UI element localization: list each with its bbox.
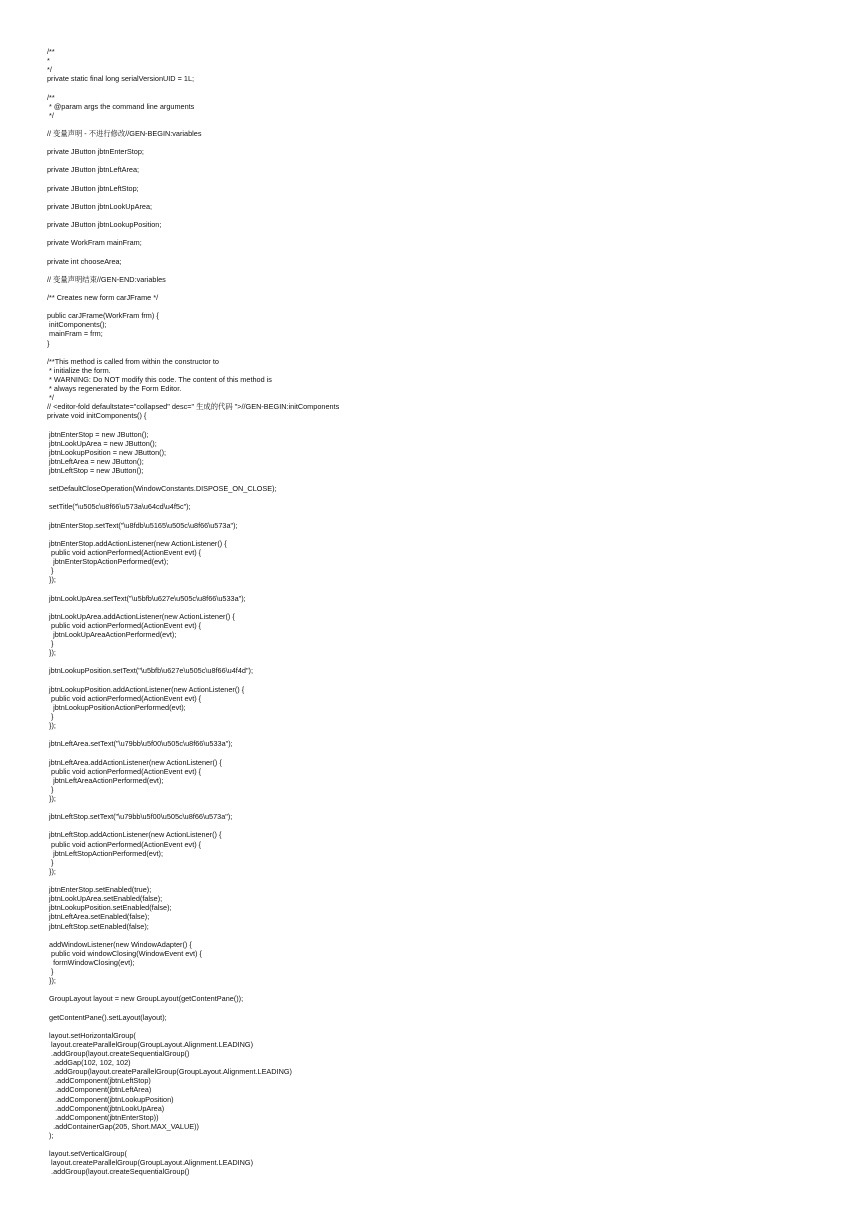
code-line bbox=[47, 175, 847, 184]
code-line: layout.createParallelGroup(GroupLayout.Alignment.LEADING) bbox=[47, 1039, 254, 1049]
code-line: initComponents(); bbox=[47, 320, 107, 330]
code-line: }); bbox=[47, 793, 56, 803]
code-line: jbtnEnterStop.setEnabled(true); bbox=[47, 885, 152, 895]
code-line bbox=[47, 475, 847, 484]
code-line: /** bbox=[47, 47, 55, 56]
code-line: ); bbox=[47, 1131, 54, 1141]
code-line: */ bbox=[47, 110, 54, 120]
code-line bbox=[47, 584, 847, 593]
code-line: .addGap(102, 102, 102) bbox=[47, 1058, 131, 1068]
code-line: jbtnLookUpArea.addActionListener(new ActionListener() { bbox=[47, 611, 235, 621]
code-line: * WARNING: Do NOT modify this code. The content of this method is bbox=[47, 374, 272, 384]
code-line: .addComponent(jbtnLeftArea) bbox=[47, 1085, 152, 1095]
code-line bbox=[47, 676, 847, 685]
code-line: public carJFrame(WorkFram frm) { bbox=[47, 311, 159, 321]
code-line: .addContainerGap(205, Short.MAX_VALUE)) bbox=[47, 1121, 199, 1131]
code-line: .addGroup(layout.createParallelGroup(GroupLayout.Alignment.LEADING) bbox=[47, 1067, 292, 1077]
code-line: }); bbox=[47, 575, 56, 585]
code-line bbox=[47, 211, 847, 220]
code-line: private JButton jbtnLookupPosition; bbox=[47, 220, 162, 230]
code-line: GroupLayout layout = new GroupLayout(getContentPane()); bbox=[47, 994, 244, 1004]
code-line: .addGroup(layout.createSequentialGroup() bbox=[47, 1049, 190, 1059]
code-line bbox=[47, 985, 847, 994]
code-line bbox=[47, 730, 847, 739]
code-line: jbtnEnterStopActionPerformed(evt); bbox=[47, 557, 169, 567]
code-line: jbtnLookUpArea.setEnabled(false); bbox=[47, 894, 163, 904]
code-line: jbtnLeftStop.addActionListener(new ActionListener() { bbox=[47, 830, 222, 840]
code-line: * initialize the form. bbox=[47, 365, 111, 375]
code-line bbox=[47, 156, 847, 165]
code-line: } bbox=[47, 711, 54, 721]
code-line: jbtnLookupPosition.setEnabled(false); bbox=[47, 903, 172, 913]
code-line: jbtnLeftArea.setText("\u79bb\u5f00\u505c\u8f66\u533a"); bbox=[47, 739, 233, 749]
code-line: * always regenerated by the Form Editor. bbox=[47, 384, 182, 394]
code-line: addWindowListener(new WindowAdapter() { bbox=[47, 939, 192, 949]
code-line: private JButton jbtnLookUpArea; bbox=[47, 201, 153, 211]
code-line: .addComponent(jbtnLeftStop) bbox=[47, 1076, 151, 1086]
code-listing bbox=[47, 47, 847, 1177]
code-line: getContentPane().setLayout(layout); bbox=[47, 1012, 167, 1022]
code-line: jbtnLeftArea.addActionListener(new ActionListener() { bbox=[47, 757, 222, 767]
code-line bbox=[47, 193, 847, 202]
code-line: // 变量声明结束//GEN-END:variables bbox=[47, 274, 166, 284]
code-line bbox=[47, 512, 847, 521]
code-line: /** Creates new form carJFrame */ bbox=[47, 292, 159, 302]
code-line bbox=[47, 931, 847, 940]
code-line: .addGroup(layout.createSequentialGroup() bbox=[47, 1167, 190, 1177]
code-line: jbtnEnterStop.setText("\u8fdb\u5165\u505c\u8f66\u573a"); bbox=[47, 520, 238, 530]
code-line bbox=[47, 266, 847, 275]
code-line bbox=[47, 1003, 847, 1012]
code-line: }); bbox=[47, 866, 56, 876]
code-line bbox=[47, 603, 847, 612]
code-line: public void actionPerformed(ActionEvent evt) { bbox=[47, 693, 202, 703]
code-line bbox=[47, 530, 847, 539]
code-line: .addComponent(jbtnLookUpArea) bbox=[47, 1103, 165, 1113]
code-line bbox=[47, 493, 847, 502]
code-line: private void initComponents() { bbox=[47, 411, 147, 421]
code-line: * @param args the command line arguments bbox=[47, 101, 195, 111]
code-line bbox=[47, 229, 847, 238]
code-line: }); bbox=[47, 976, 56, 986]
code-line bbox=[47, 120, 847, 129]
code-line: jbtnLeftStop.setEnabled(false); bbox=[47, 921, 149, 931]
code-line: private JButton jbtnLeftStop; bbox=[47, 183, 139, 193]
code-line: public void actionPerformed(ActionEvent evt) { bbox=[47, 766, 202, 776]
code-line: jbtnLookupPosition.addActionListener(new ActionListener() { bbox=[47, 684, 245, 694]
code-line: jbtnLookupPosition.setText("\u5bfb\u627e\u505c\u8f66\u4f4d"); bbox=[47, 666, 253, 676]
code-line bbox=[47, 302, 847, 311]
code-line: } bbox=[47, 967, 54, 977]
code-line: formWindowClosing(evt); bbox=[47, 957, 135, 967]
code-line: private JButton jbtnLeftArea; bbox=[47, 165, 140, 175]
code-line bbox=[47, 876, 847, 885]
code-line bbox=[47, 748, 847, 757]
code-line bbox=[47, 83, 847, 92]
code-line: .addComponent(jbtnLookupPosition) bbox=[47, 1094, 174, 1104]
code-line bbox=[47, 657, 847, 666]
code-line: private JButton jbtnEnterStop; bbox=[47, 147, 144, 157]
code-line: }); bbox=[47, 721, 56, 731]
code-line: public void windowClosing(WindowEvent evt) { bbox=[47, 948, 202, 958]
code-line bbox=[47, 284, 847, 293]
code-line: */ bbox=[47, 65, 52, 75]
code-line: // 变量声明 - 不进行修改//GEN-BEGIN:variables bbox=[47, 128, 202, 138]
code-line: setTitle("\u505c\u8f66\u573a\u64cd\u4f5c"); bbox=[47, 502, 191, 512]
code-line: public void actionPerformed(ActionEvent evt) { bbox=[47, 620, 202, 630]
code-line: jbtnLookUpArea.setText("\u5bfb\u627e\u505c\u8f66\u533a"); bbox=[47, 593, 246, 603]
code-line: jbtnLeftArea.setEnabled(false); bbox=[47, 912, 150, 922]
code-line: jbtnLeftStop.setText("\u79bb\u5f00\u505c\u8f66\u573a"); bbox=[47, 812, 233, 822]
code-line bbox=[47, 420, 847, 429]
code-line: layout.setVerticalGroup( bbox=[47, 1149, 127, 1159]
code-line: private static final long serialVersionUID = 1L; bbox=[47, 74, 195, 84]
code-line: jbtnLeftAreaActionPerformed(evt); bbox=[47, 775, 164, 785]
code-line: // <editor-fold defaultstate="collapsed" desc=" 生成的代码 ">//GEN-BEGIN:initComponents bbox=[47, 402, 340, 412]
code-line bbox=[47, 247, 847, 256]
code-line: jbtnLookUpAreaActionPerformed(evt); bbox=[47, 630, 177, 639]
code-line: jbtnLookupPosition = new JButton(); bbox=[47, 447, 167, 457]
code-line bbox=[47, 348, 847, 357]
code-line: * bbox=[47, 56, 50, 66]
code-line: jbtnLookUpArea = new JButton(); bbox=[47, 438, 157, 448]
code-line: /**This method is called from within the constructor to bbox=[47, 356, 219, 366]
code-line bbox=[47, 1140, 847, 1149]
code-line: } bbox=[47, 784, 54, 794]
code-line: jbtnEnterStop.addActionListener(new ActionListener() { bbox=[47, 538, 227, 548]
code-line: setDefaultCloseOperation(WindowConstants.DISPOSE_ON_CLOSE); bbox=[47, 484, 277, 494]
code-line: jbtnLeftArea = new JButton(); bbox=[47, 456, 144, 466]
code-line bbox=[47, 803, 847, 812]
code-line: layout.setHorizontalGroup( bbox=[47, 1030, 136, 1040]
code-line: jbtnEnterStop = new JButton(); bbox=[47, 429, 149, 439]
code-line: public void actionPerformed(ActionEvent evt) { bbox=[47, 839, 202, 849]
code-line: jbtnLeftStop = new JButton(); bbox=[47, 466, 144, 476]
code-line: private int chooseArea; bbox=[47, 256, 122, 266]
code-line: jbtnLeftStopActionPerformed(evt); bbox=[47, 848, 163, 858]
code-line bbox=[47, 1022, 847, 1031]
code-line: } bbox=[47, 857, 54, 867]
code-line: /** bbox=[47, 92, 55, 102]
code-line: .addComponent(jbtnEnterStop)) bbox=[47, 1112, 159, 1122]
code-line: } bbox=[47, 566, 54, 576]
code-line: } bbox=[47, 338, 50, 348]
code-line: jbtnLookupPositionActionPerformed(evt); bbox=[47, 702, 186, 712]
code-line bbox=[47, 821, 847, 830]
code-line: layout.createParallelGroup(GroupLayout.Alignment.LEADING) bbox=[47, 1158, 254, 1168]
code-line: } bbox=[47, 639, 54, 649]
code-line bbox=[47, 138, 847, 147]
code-line: private WorkFram mainFram; bbox=[47, 238, 142, 248]
code-line: mainFram = frm; bbox=[47, 329, 103, 339]
code-line: */ bbox=[47, 393, 54, 403]
code-line: }); bbox=[47, 648, 56, 658]
code-line: public void actionPerformed(ActionEvent evt) { bbox=[47, 548, 202, 558]
